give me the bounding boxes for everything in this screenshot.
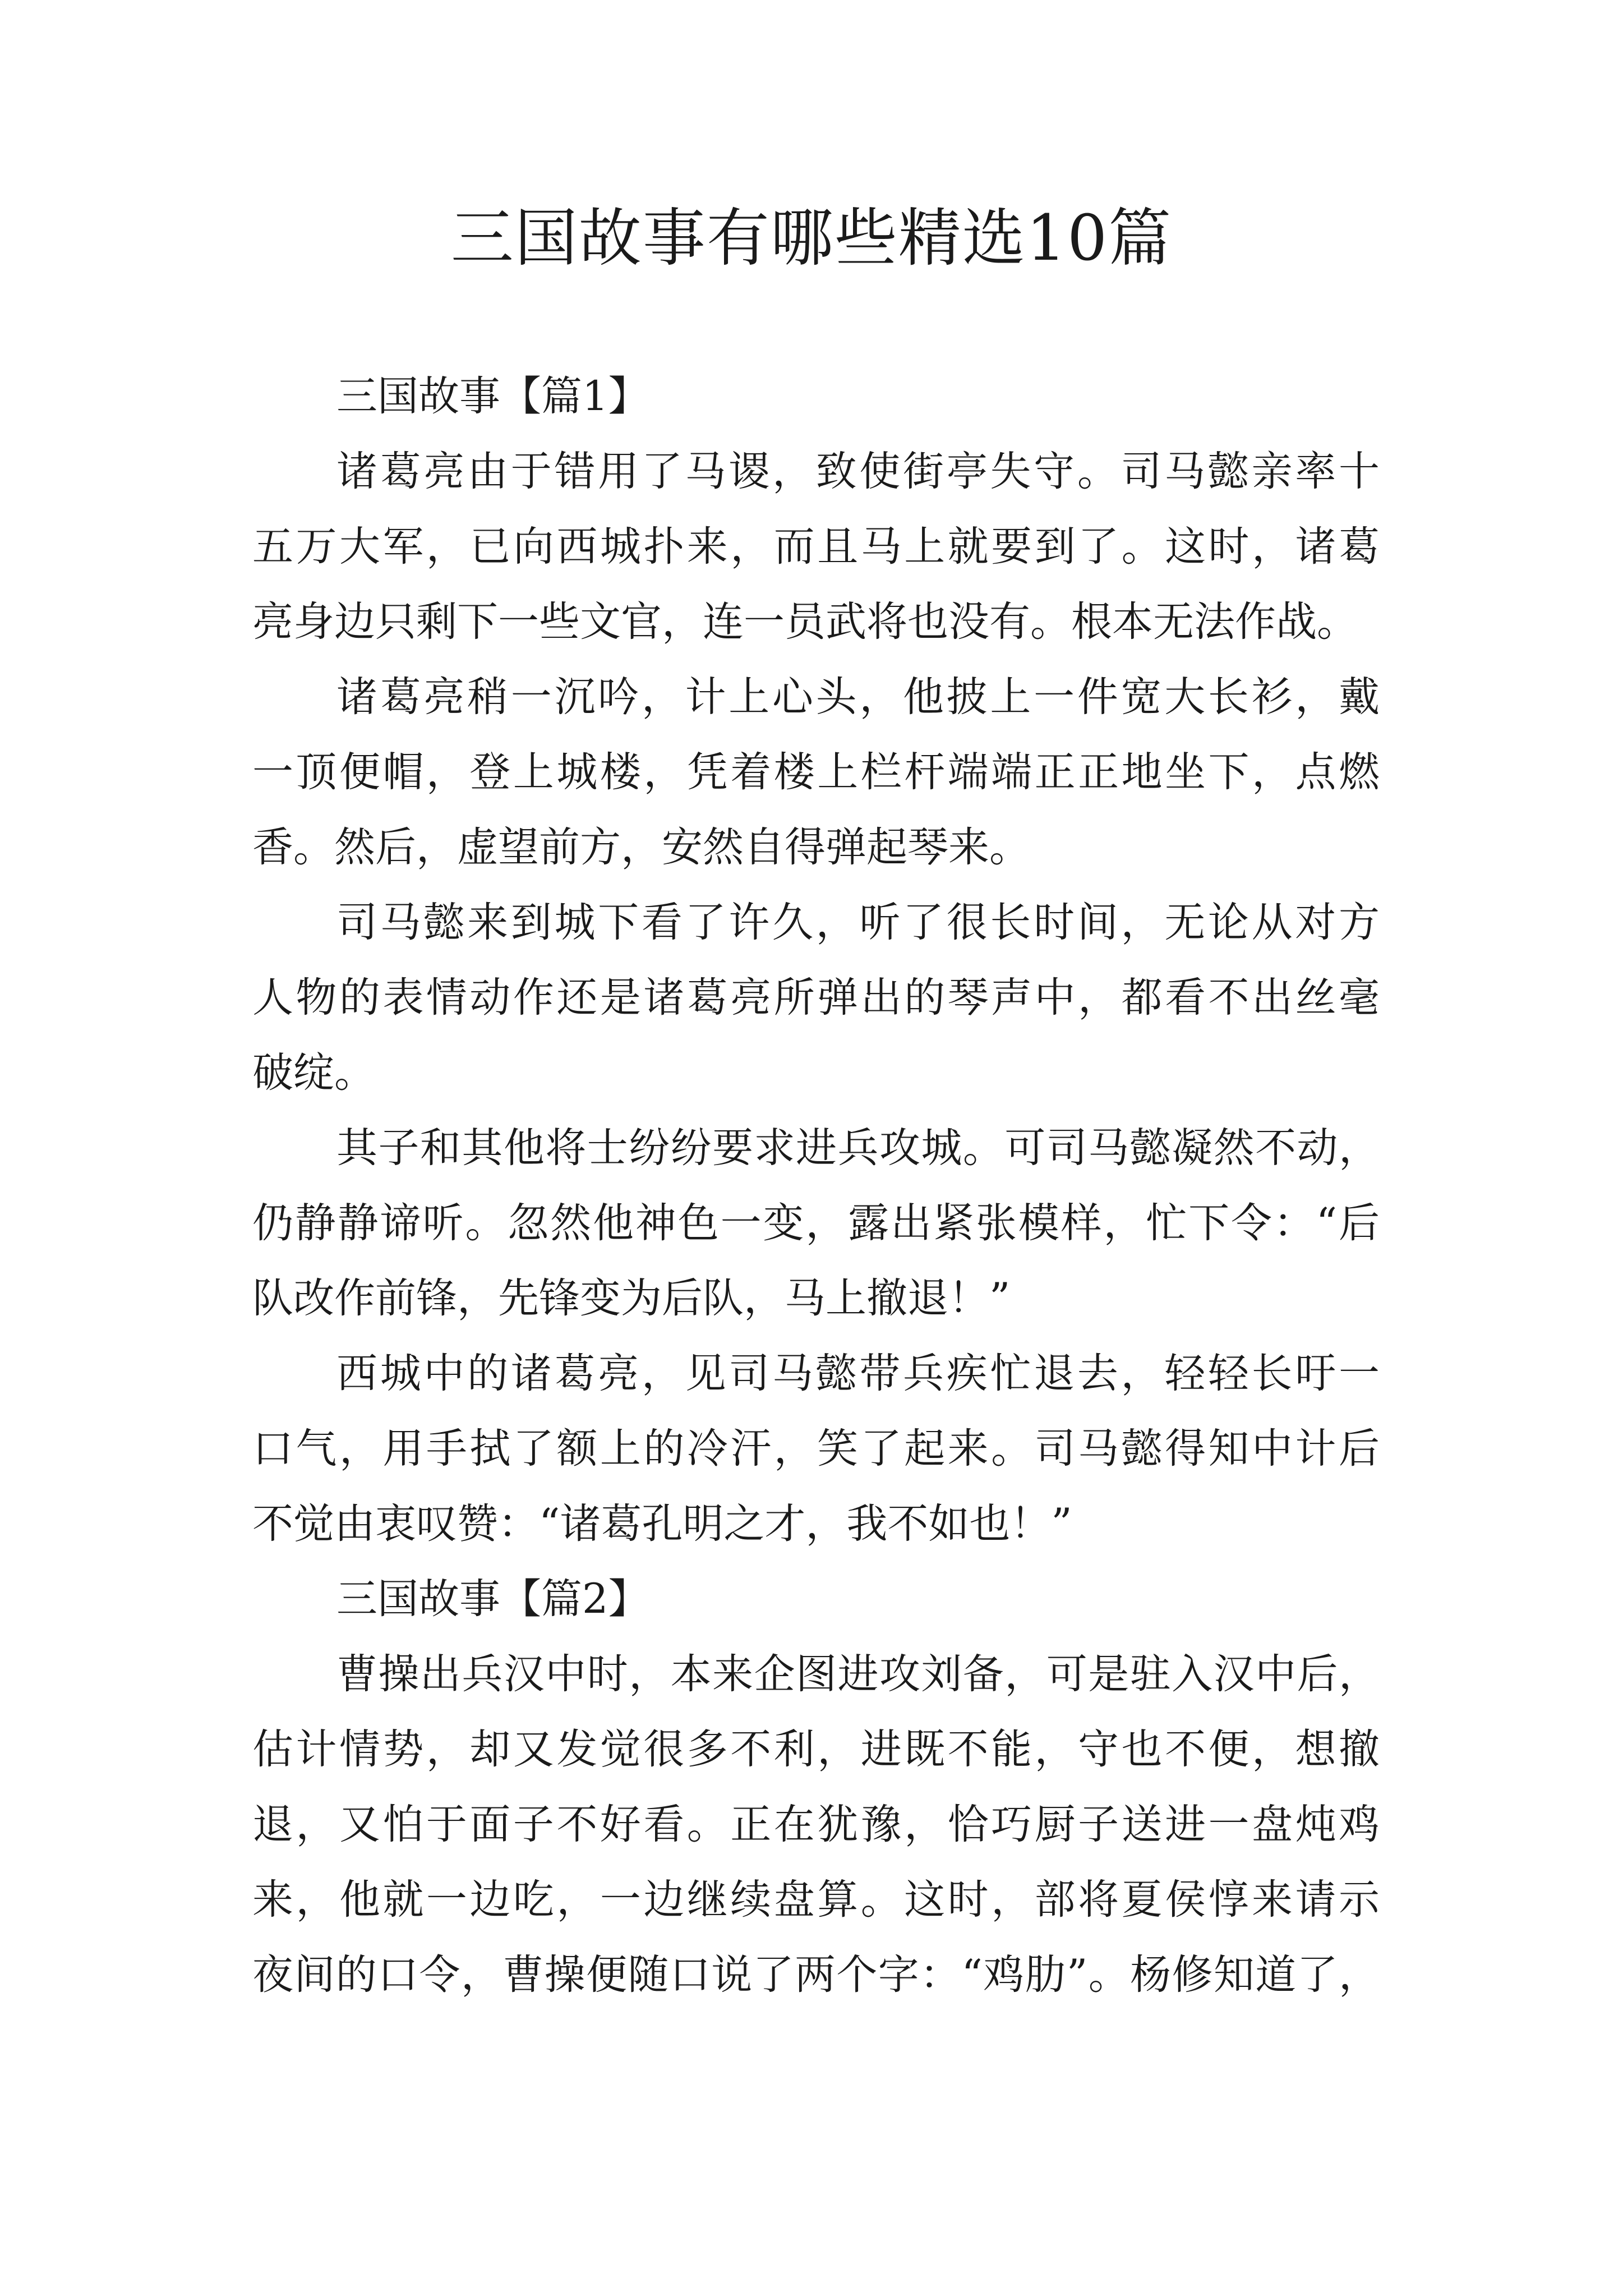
- section-heading-2: 三国故事【篇2】: [336, 1575, 649, 1623]
- paragraph-line: 诸葛亮由于错用了马谡，致使街亭失守。司马懿亲率十: [336, 448, 1380, 495]
- paragraph-line: 亮身边只剩下一些文官，连一员武将也没有。根本无法作战。: [252, 598, 1358, 646]
- paragraph: [252, 660, 1380, 885]
- paragraph-line: 来，他就一边吃，一边继续盘算。这时，部将夏侯惇来请示: [252, 1876, 1380, 1924]
- paragraph-line: 夜间的口令，曹操便随口说了两个字：“鸡肋”。杨修知道了，: [252, 1951, 1380, 1999]
- paragraph: [252, 1111, 1380, 1336]
- paragraph-line: 仍静静谛听。忽然他神色一变，露出紧张模样，忙下令：“后: [252, 1199, 1380, 1247]
- paragraph-line: 其子和其他将士纷纷要求进兵攻城。可司马懿凝然不动，: [336, 1124, 1380, 1172]
- paragraph-line: 退，又怕于面子不好看。正在犹豫，恰巧厨子送进一盘炖鸡: [252, 1801, 1380, 1848]
- paragraph-line: 西城中的诸葛亮，见司马懿带兵疾忙退去，轻轻长吁一: [336, 1350, 1380, 1397]
- paragraph: [252, 434, 1380, 660]
- paragraph-line: 口气，用手拭了额上的冷汗，笑了起来。司马懿得知中计后: [252, 1425, 1380, 1473]
- paragraph: [252, 1336, 1380, 1562]
- paragraph-line: 队改作前锋，先锋变为后队，马上撤退！”: [252, 1274, 1011, 1322]
- document-body: [252, 359, 1380, 2013]
- paragraph-line: 一顶便帽，登上城楼，凭着楼上栏杆端端正正地坐下，点燃: [252, 748, 1380, 796]
- document-title: 三国故事有哪些精选10篇: [450, 202, 1173, 275]
- paragraph-line: 曹操出兵汉中时，本来企图进攻刘备，可是驻入汉中后，: [336, 1650, 1380, 1698]
- paragraph-line: 不觉由衷叹赞：“诸葛孔明之才，我不如也！”: [252, 1500, 1072, 1548]
- paragraph-line: 五万大军，已向西城扑来，而且马上就要到了。这时，诸葛: [252, 523, 1380, 570]
- paragraph: [252, 885, 1380, 1111]
- paragraph-line: 司马懿来到城下看了许久，听了很长时间，无论从对方: [336, 899, 1380, 946]
- paragraph-line: 诸葛亮稍一沉吟，计上心头，他披上一件宽大长衫，戴: [336, 673, 1380, 721]
- section-heading-1: 三国故事【篇1】: [336, 372, 649, 420]
- paragraph-line: 估计情势，却又发觉很多不利，进既不能，守也不便，想撤: [252, 1726, 1380, 1773]
- paragraph: [252, 1637, 1380, 2013]
- paragraph-line: 香。然后，虚望前方，安然自得弹起琴来。: [252, 823, 1030, 871]
- paragraph-line: 人物的表情动作还是诸葛亮所弹出的琴声中，都看不出丝毫: [252, 974, 1380, 1022]
- paragraph-line: 破绽。: [252, 1049, 375, 1097]
